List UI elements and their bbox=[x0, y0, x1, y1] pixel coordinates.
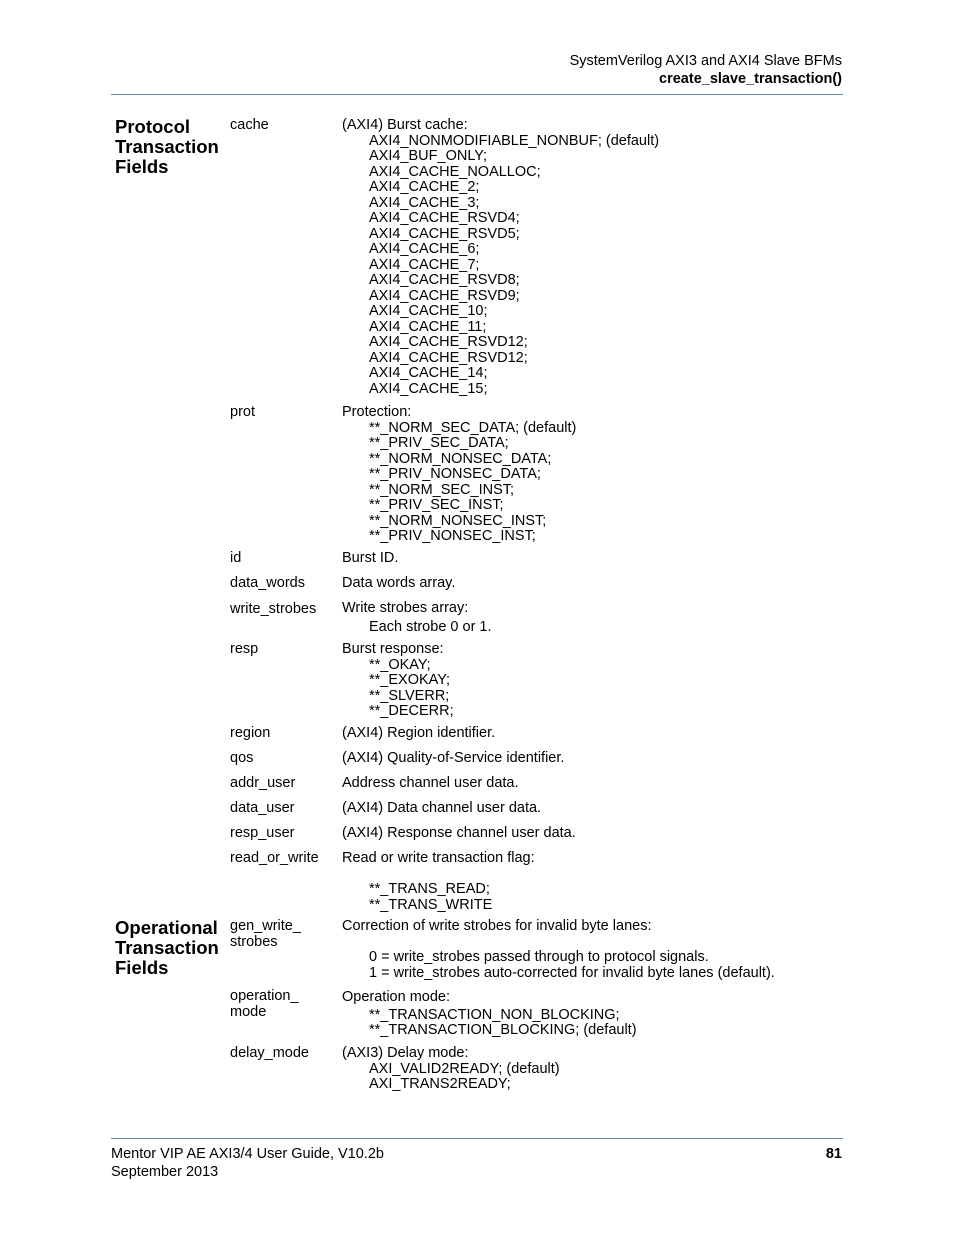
desc-item: AXI_VALID2READY; (default) bbox=[369, 1060, 560, 1077]
desc-item: AXI4_CACHE_2; bbox=[369, 179, 480, 195]
desc-item: **_NORM_NONSEC_DATA; bbox=[369, 450, 552, 467]
desc-lead: (AXI4) Burst cache: bbox=[342, 117, 468, 133]
header-rule bbox=[111, 94, 843, 95]
desc-operation-mode bbox=[342, 990, 842, 1039]
field-line: gen_write_ bbox=[230, 918, 301, 934]
desc-item: **_PRIV_SEC_INST; bbox=[369, 497, 504, 513]
field-data-words: data_words bbox=[230, 575, 305, 591]
desc-item: AXI4_CACHE_15; bbox=[369, 380, 488, 397]
section-protocol-label: Protocol Transaction Fields bbox=[115, 116, 219, 177]
desc-item: AXI4_CACHE_RSVD12; bbox=[369, 349, 528, 366]
field-resp: resp bbox=[230, 641, 259, 657]
desc-lead: Read or write transaction flag: bbox=[342, 850, 535, 866]
desc-data-words bbox=[342, 576, 842, 592]
desc-lead: Protection: bbox=[342, 404, 412, 420]
field-operation-mode bbox=[230, 989, 338, 1020]
desc-item: **_TRANS_WRITE bbox=[369, 896, 493, 913]
desc-write-strobes bbox=[342, 601, 842, 635]
desc-data-user bbox=[342, 801, 842, 817]
field-line: operation_ bbox=[230, 988, 299, 1004]
field-write-strobes: write_strobes bbox=[230, 601, 317, 617]
desc-item: AXI4_CACHE_3; bbox=[369, 194, 480, 211]
desc-lead: Correction of write strobes for invalid byte lanes: bbox=[342, 918, 652, 934]
field-data-user: data_user bbox=[230, 800, 295, 816]
desc-read-or-write bbox=[342, 851, 842, 913]
desc-id bbox=[342, 551, 842, 567]
desc-item: **_NORM_NONSEC_INST; bbox=[369, 512, 547, 529]
page-number: 81 bbox=[825, 1146, 842, 1162]
desc-lead: Data words array. bbox=[342, 575, 456, 591]
blank-line bbox=[342, 935, 842, 951]
field-resp-user: resp_user bbox=[230, 825, 295, 841]
desc-item: AXI4_CACHE_11; bbox=[369, 318, 487, 335]
field-read-or-write: read_or_write bbox=[230, 850, 319, 866]
desc-prot bbox=[342, 405, 842, 545]
desc-item: AXI4_CACHE_10; bbox=[369, 303, 488, 319]
desc-item: **_NORM_SEC_DATA; (default) bbox=[369, 419, 577, 436]
field-qos: qos bbox=[230, 750, 254, 766]
desc-item: 0 = write_strobes passed through to protocol signals. bbox=[369, 949, 709, 965]
desc-item: AXI4_CACHE_RSVD8; bbox=[369, 272, 520, 288]
desc-item: **_PRIV_NONSEC_DATA; bbox=[369, 466, 541, 482]
desc-lead: (AXI4) Response channel user data. bbox=[342, 825, 576, 841]
header-title: SystemVerilog AXI3 and AXI4 Slave BFMs bbox=[569, 53, 842, 69]
footer-left bbox=[111, 1145, 384, 1181]
desc-item: AXI4_CACHE_6; bbox=[369, 241, 480, 257]
desc-item: **_TRANSACTION_BLOCKING; (default) bbox=[369, 1022, 637, 1038]
desc-item: AXI4_CACHE_7; bbox=[369, 256, 480, 273]
desc-cache bbox=[342, 118, 842, 397]
header-subtitle: create_slave_transaction() bbox=[659, 71, 842, 87]
footer-date: September 2013 bbox=[111, 1164, 219, 1180]
desc-lead: Write strobes array: bbox=[342, 600, 469, 616]
section-operational-label: Operational Transaction Fields bbox=[115, 917, 219, 978]
desc-item: **_SLVERR; bbox=[369, 687, 450, 704]
desc-item: AXI4_CACHE_NOALLOC; bbox=[369, 163, 541, 180]
desc-region bbox=[342, 726, 842, 742]
desc-lead: Burst response: bbox=[342, 641, 444, 657]
desc-item: AXI4_CACHE_RSVD5; bbox=[369, 225, 520, 242]
desc-item: AXI4_NONMODIFIABLE_NONBUF; (default) bbox=[369, 132, 660, 149]
footer-rule bbox=[111, 1138, 843, 1139]
desc-item: **_OKAY; bbox=[369, 656, 431, 673]
desc-lead: Operation mode: bbox=[342, 989, 451, 1005]
blank-line bbox=[342, 867, 842, 883]
desc-item: AXI_TRANS2READY; bbox=[369, 1076, 511, 1092]
desc-qos bbox=[342, 751, 842, 767]
desc-resp bbox=[342, 642, 842, 720]
desc-item: AXI4_CACHE_RSVD12; bbox=[369, 334, 528, 350]
desc-item: AXI4_CACHE_RSVD9; bbox=[369, 287, 520, 304]
desc-item: **_PRIV_NONSEC_INST; bbox=[369, 528, 536, 544]
desc-item: 1 = write_strobes auto-corrected for invalid byte lanes (default). bbox=[369, 964, 775, 981]
field-line: mode bbox=[230, 1003, 267, 1020]
field-id: id bbox=[230, 550, 242, 566]
desc-lead: Burst ID. bbox=[342, 550, 399, 566]
desc-item: AXI4_CACHE_RSVD4; bbox=[369, 210, 520, 226]
field-gen-write-strobes bbox=[230, 919, 338, 950]
desc-item: **_NORM_SEC_INST; bbox=[369, 481, 515, 498]
desc-delay-mode bbox=[342, 1046, 842, 1093]
desc-item: **_PRIV_SEC_DATA; bbox=[369, 435, 509, 451]
desc-lead: (AXI3) Delay mode: bbox=[342, 1045, 469, 1061]
desc-item: **_TRANS_READ; bbox=[369, 881, 490, 897]
field-region: region bbox=[230, 725, 271, 741]
footer-guide: Mentor VIP AE AXI3/4 User Guide, V10.2b bbox=[111, 1146, 384, 1162]
desc-item: Each strobe 0 or 1. bbox=[369, 618, 492, 635]
field-prot: prot bbox=[230, 404, 255, 420]
desc-gen-write-strobes bbox=[342, 919, 842, 981]
desc-addr-user bbox=[342, 776, 842, 792]
desc-item: **_DECERR; bbox=[369, 703, 454, 719]
field-delay-mode: delay_mode bbox=[230, 1045, 309, 1061]
desc-resp-user bbox=[342, 826, 842, 842]
desc-item: **_EXOKAY; bbox=[369, 672, 450, 688]
desc-lead: (AXI4) Data channel user data. bbox=[342, 800, 542, 816]
field-addr-user: addr_user bbox=[230, 775, 296, 791]
running-header bbox=[570, 52, 842, 88]
desc-lead: Address channel user data. bbox=[342, 775, 519, 791]
desc-item: AXI4_BUF_ONLY; bbox=[369, 148, 488, 164]
desc-lead: (AXI4) Quality-of-Service identifier. bbox=[342, 750, 565, 766]
field-cache: cache bbox=[230, 117, 269, 133]
desc-item: AXI4_CACHE_14; bbox=[369, 365, 488, 381]
desc-item: **_TRANSACTION_NON_BLOCKING; bbox=[369, 1006, 620, 1023]
field-line: strobes bbox=[230, 933, 278, 950]
desc-lead: (AXI4) Region identifier. bbox=[342, 725, 496, 741]
